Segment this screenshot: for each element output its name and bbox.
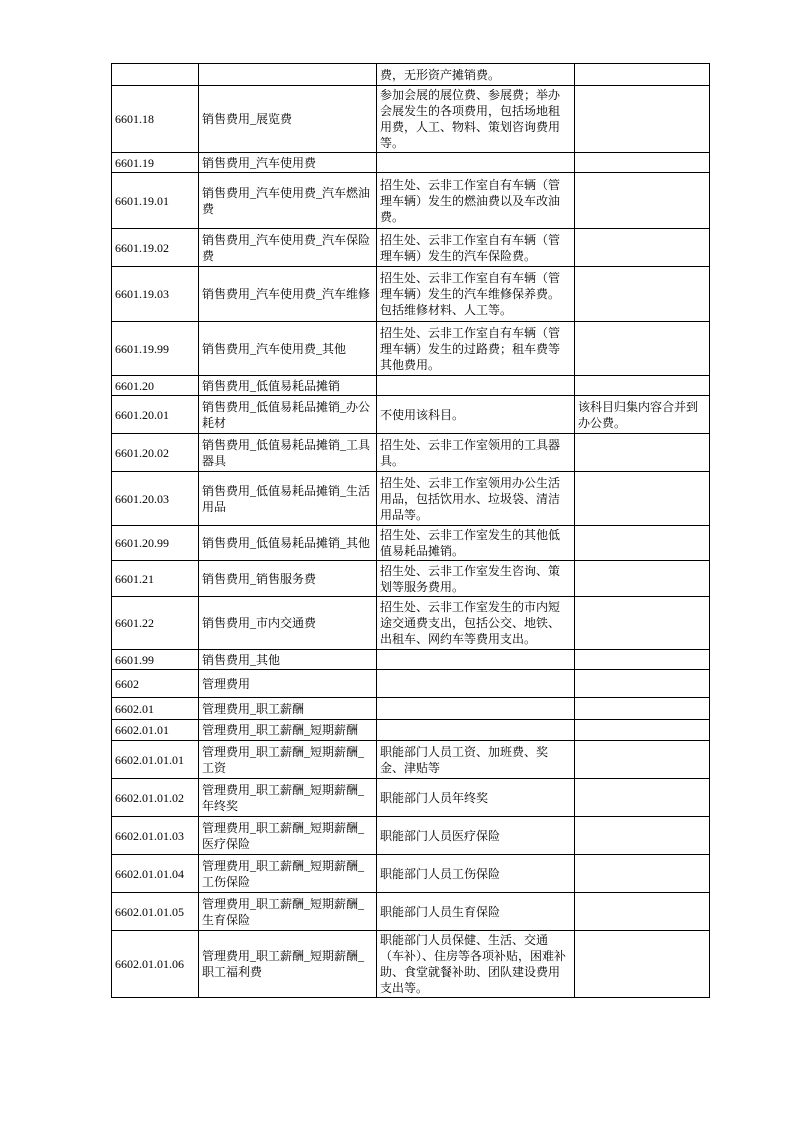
account-name-cell: 销售费用_汽车使用费 xyxy=(199,153,377,173)
account-name-cell: 销售费用_低值易耗品摊销 xyxy=(199,376,377,396)
description-cell xyxy=(377,376,575,396)
description-cell: 职能部门人员工资、加班费、奖金、津贴等 xyxy=(377,741,575,779)
account-name-cell: 管理费用_职工薪酬_短期薪酬_职工福利费 xyxy=(199,931,377,998)
note-cell xyxy=(575,472,710,526)
table-row xyxy=(112,153,710,173)
note-cell xyxy=(575,229,710,267)
table-row xyxy=(112,64,710,86)
account-name-cell xyxy=(199,64,377,86)
description-cell xyxy=(377,720,575,741)
description-cell: 职能部门人员年终奖 xyxy=(377,779,575,817)
note-cell xyxy=(575,267,710,322)
account-code-cell: 6602.01.01.04 xyxy=(112,855,199,893)
account-code-cell: 6602.01.01.06 xyxy=(112,931,199,998)
account-name-cell: 销售费用_汽车使用费_汽车维修 xyxy=(199,267,377,322)
note-cell xyxy=(575,741,710,779)
description-cell xyxy=(377,153,575,173)
account-name-cell: 销售费用_低值易耗品摊销_生活用品 xyxy=(199,472,377,526)
description-cell: 招生处、云非工作室自有车辆（管理车辆）发生的燃油费以及车改油费。 xyxy=(377,173,575,229)
account-code-cell: 6601.19.02 xyxy=(112,229,199,267)
description-cell xyxy=(377,670,575,698)
table-row xyxy=(112,650,710,670)
account-code-cell: 6601.21 xyxy=(112,561,199,597)
description-cell: 招生处、云非工作室发生的市内短途交通费支出，包括公交、地铁、出租车、网约车等费用支出。 xyxy=(377,597,575,650)
table-row xyxy=(112,741,710,779)
table-row xyxy=(112,720,710,741)
table-row xyxy=(112,396,710,434)
table-row xyxy=(112,893,710,931)
account-code-cell: 6601.18 xyxy=(112,86,199,153)
account-name-cell: 管理费用_职工薪酬_短期薪酬_生育保险 xyxy=(199,893,377,931)
note-cell xyxy=(575,597,710,650)
account-code-cell: 6601.20.99 xyxy=(112,526,199,561)
table-row xyxy=(112,376,710,396)
account-code-cell: 6601.20 xyxy=(112,376,199,396)
table-row xyxy=(112,698,710,720)
account-code-cell: 6601.19.01 xyxy=(112,173,199,229)
note-cell: 该科目归集内容合并到办公费。 xyxy=(575,396,710,434)
account-code-cell: 6601.19 xyxy=(112,153,199,173)
account-name-cell: 销售费用_市内交通费 xyxy=(199,597,377,650)
account-code-cell: 6602.01.01.01 xyxy=(112,741,199,779)
description-cell: 招生处、云非工作室领用的工具器具。 xyxy=(377,434,575,472)
note-cell xyxy=(575,698,710,720)
note-cell xyxy=(575,650,710,670)
note-cell xyxy=(575,526,710,561)
note-cell xyxy=(575,720,710,741)
account-code-cell: 6602.01.01.02 xyxy=(112,779,199,817)
note-cell xyxy=(575,86,710,153)
description-cell: 职能部门人员医疗保险 xyxy=(377,817,575,855)
description-cell: 费，无形资产摊销费。 xyxy=(377,64,575,86)
account-name-cell: 销售费用_汽车使用费_汽车燃油费 xyxy=(199,173,377,229)
note-cell xyxy=(575,376,710,396)
account-name-cell: 销售费用_销售服务费 xyxy=(199,561,377,597)
note-cell xyxy=(575,173,710,229)
description-cell: 参加会展的展位费、参展费；举办会展发生的各项费用，包括场地租用费，人工、物料、策划咨询费用等。 xyxy=(377,86,575,153)
note-cell xyxy=(575,153,710,173)
table-row xyxy=(112,322,710,376)
account-name-cell: 销售费用_汽车使用费_汽车保险费 xyxy=(199,229,377,267)
account-name-cell: 管理费用_职工薪酬_短期薪酬_年终奖 xyxy=(199,779,377,817)
table-row xyxy=(112,434,710,472)
note-cell xyxy=(575,561,710,597)
table-row xyxy=(112,267,710,322)
account-name-cell: 销售费用_汽车使用费_其他 xyxy=(199,322,377,376)
account-name-cell: 销售费用_低值易耗品摊销_工具器具 xyxy=(199,434,377,472)
note-cell xyxy=(575,817,710,855)
table-row xyxy=(112,817,710,855)
account-code-cell: 6602.01 xyxy=(112,698,199,720)
account-code-cell: 6601.99 xyxy=(112,650,199,670)
table-row xyxy=(112,855,710,893)
account-code-cell: 6602.01.01.05 xyxy=(112,893,199,931)
note-cell xyxy=(575,931,710,998)
description-cell: 招生处、云非工作室自有车辆（管理车辆）发生的汽车保险费。 xyxy=(377,229,575,267)
note-cell xyxy=(575,322,710,376)
description-cell: 招生处、云非工作室领用办公生活用品，包括饮用水、垃圾袋、清洁用品等。 xyxy=(377,472,575,526)
table-row xyxy=(112,173,710,229)
account-name-cell: 管理费用_职工薪酬_短期薪酬_工资 xyxy=(199,741,377,779)
description-cell: 职能部门人员生育保险 xyxy=(377,893,575,931)
note-cell xyxy=(575,893,710,931)
account-code-cell: 6601.19.99 xyxy=(112,322,199,376)
description-cell: 招生处、云非工作室发生咨询、策划等服务费用。 xyxy=(377,561,575,597)
account-code-cell: 6601.19.03 xyxy=(112,267,199,322)
table-row xyxy=(112,670,710,698)
description-cell xyxy=(377,698,575,720)
account-name-cell: 管理费用_职工薪酬_短期薪酬 xyxy=(199,720,377,741)
account-name-cell: 管理费用 xyxy=(199,670,377,698)
description-cell xyxy=(377,650,575,670)
account-name-cell: 销售费用_低值易耗品摊销_其他 xyxy=(199,526,377,561)
table-row xyxy=(112,86,710,153)
table-row xyxy=(112,526,710,561)
chart-of-accounts-table xyxy=(111,63,710,998)
account-code-cell: 6601.20.03 xyxy=(112,472,199,526)
account-name-cell: 销售费用_低值易耗品摊销_办公耗材 xyxy=(199,396,377,434)
account-code-cell: 6601.20.01 xyxy=(112,396,199,434)
account-name-cell: 管理费用_职工薪酬 xyxy=(199,698,377,720)
table-row xyxy=(112,779,710,817)
description-cell: 职能部门人员保健、生活、交通（车补）、住房等各项补贴，困难补助、食堂就餐补助、团队建设费用支出等。 xyxy=(377,931,575,998)
description-cell: 招生处、云非工作室发生的其他低值易耗品摊销。 xyxy=(377,526,575,561)
account-name-cell: 销售费用_其他 xyxy=(199,650,377,670)
note-cell xyxy=(575,855,710,893)
account-name-cell: 销售费用_展览费 xyxy=(199,86,377,153)
account-name-cell: 管理费用_职工薪酬_短期薪酬_工伤保险 xyxy=(199,855,377,893)
table-row xyxy=(112,472,710,526)
note-cell xyxy=(575,779,710,817)
account-table-body xyxy=(112,64,710,998)
account-name-cell: 管理费用_职工薪酬_短期薪酬_医疗保险 xyxy=(199,817,377,855)
description-cell: 职能部门人员工伤保险 xyxy=(377,855,575,893)
account-code-cell: 6601.22 xyxy=(112,597,199,650)
account-code-cell: 6602.01.01.03 xyxy=(112,817,199,855)
account-code-cell xyxy=(112,64,199,86)
description-cell: 招生处、云非工作室自有车辆（管理车辆）发生的过路费；租车费等其他费用。 xyxy=(377,322,575,376)
account-code-cell: 6601.20.02 xyxy=(112,434,199,472)
account-code-cell: 6602.01.01 xyxy=(112,720,199,741)
account-code-cell: 6602 xyxy=(112,670,199,698)
description-cell: 不使用该科目。 xyxy=(377,396,575,434)
note-cell xyxy=(575,64,710,86)
note-cell xyxy=(575,670,710,698)
note-cell xyxy=(575,434,710,472)
description-cell: 招生处、云非工作室自有车辆（管理车辆）发生的汽车维修保养费。包括维修材料、人工等。 xyxy=(377,267,575,322)
table-row xyxy=(112,229,710,267)
table-row xyxy=(112,931,710,998)
table-row xyxy=(112,597,710,650)
table-row xyxy=(112,561,710,597)
